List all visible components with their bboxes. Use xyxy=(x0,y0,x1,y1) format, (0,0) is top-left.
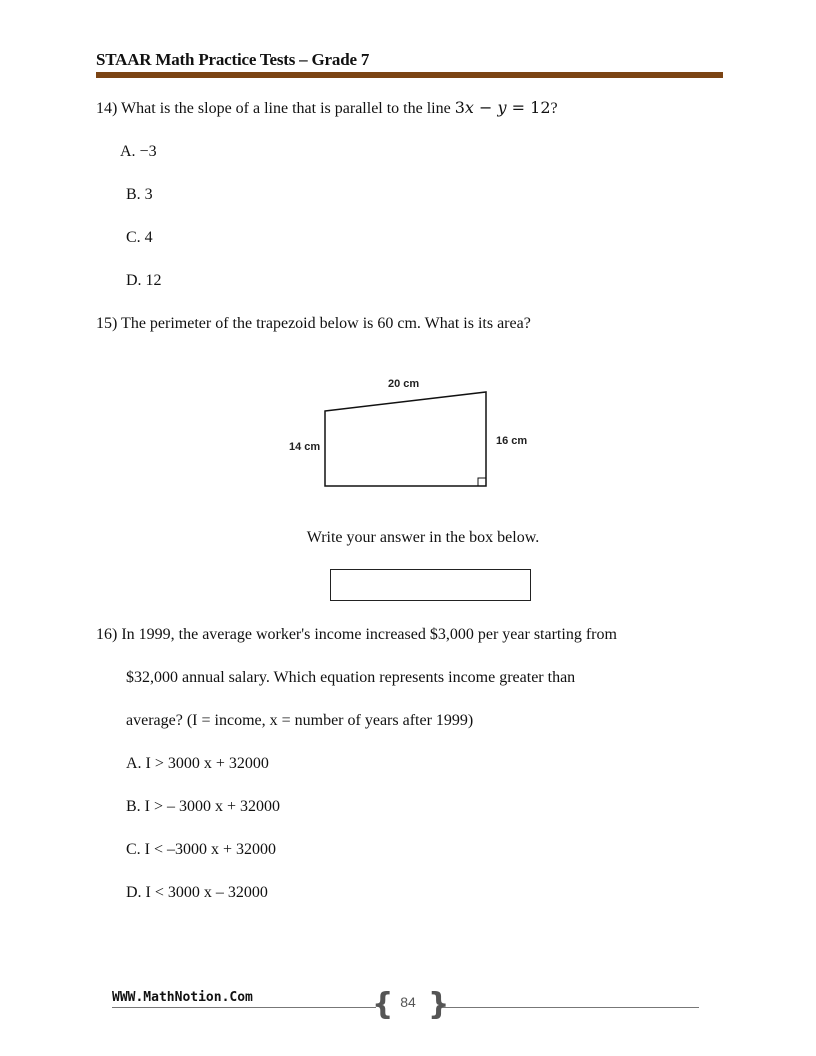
q16-option-c[interactable]: C. I < –3000 x + 32000 xyxy=(126,841,277,858)
page-header-title: STAAR Math Practice Tests – Grade 7 xyxy=(96,50,370,69)
trapezoid-figure xyxy=(280,370,550,500)
answer-box[interactable] xyxy=(330,569,531,601)
answer-instruction: Write your answer in the box below. xyxy=(306,529,540,546)
q14-option-b[interactable]: B. 3 xyxy=(126,186,153,203)
equation-equals: = 12 xyxy=(506,98,551,117)
question-16-line-2: $32,000 annual salary. Which equation represents income greater than xyxy=(126,669,576,686)
question-14-text xyxy=(96,98,558,119)
q14-option-a[interactable]: A. −3 xyxy=(120,143,157,160)
right-brace-icon: } xyxy=(428,987,450,1022)
question-16-line-3: average? (I = income, x = number of years after 1999) xyxy=(126,712,474,729)
trapezoid-left-label: 14 cm xyxy=(289,441,321,453)
equation-coefficient: 3 xyxy=(454,98,465,117)
trapezoid-right-label: 16 cm xyxy=(496,435,528,447)
footer-rule-left xyxy=(112,1007,376,1008)
question-14-suffix: ? xyxy=(550,100,558,117)
page-number: 84 xyxy=(400,994,416,1010)
q14-option-d[interactable]: D. 12 xyxy=(126,272,162,289)
right-angle-marker xyxy=(478,478,486,486)
q16-option-a[interactable]: A. I > 3000 x + 32000 xyxy=(126,755,269,772)
equation-x: x xyxy=(464,98,474,117)
question-16-line-1: 16) In 1999, the average worker's income increased $3,000 per year starting from xyxy=(96,626,617,643)
q14-option-c[interactable]: C. 4 xyxy=(126,229,153,246)
equation-y: y xyxy=(497,98,507,117)
question-15-text: 15) The perimeter of the trapezoid below is 60 cm. What is its area? xyxy=(96,315,531,332)
footer-site-link[interactable]: WWW.MathNotion.Com xyxy=(112,990,253,1005)
question-14-prefix: 14) What is the slope of a line that is parallel to the line xyxy=(96,100,455,117)
trapezoid-shape xyxy=(325,392,486,486)
equation-minus: − xyxy=(473,98,498,117)
header-rule xyxy=(96,72,723,78)
footer-rule-right xyxy=(440,1007,699,1008)
left-brace-icon: { xyxy=(372,987,394,1022)
trapezoid-top-label: 20 cm xyxy=(388,378,420,390)
q16-option-b[interactable]: B. I > – 3000 x + 32000 xyxy=(126,798,281,815)
q16-option-d[interactable]: D. I < 3000 x – 32000 xyxy=(126,884,268,901)
